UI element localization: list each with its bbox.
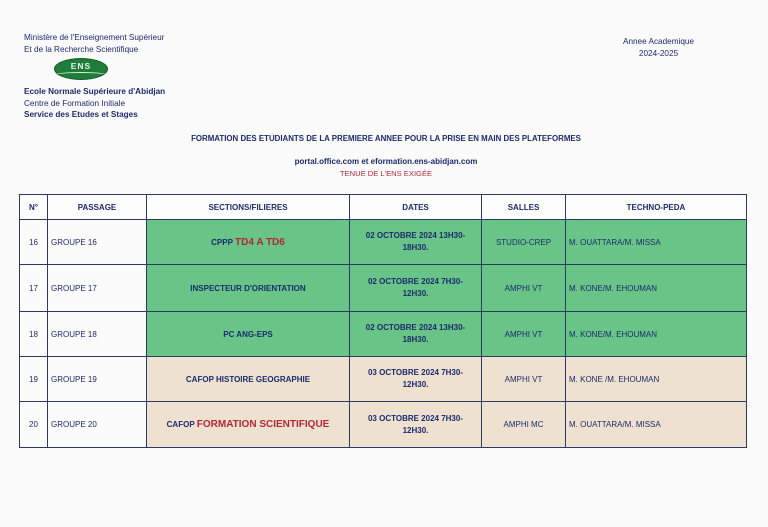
- table-row: [20, 265, 747, 312]
- row-techno: M. KONE /M. EHOUMAN: [566, 357, 747, 402]
- row-passage: GROUPE 20: [48, 402, 147, 448]
- row-num: 16: [20, 220, 48, 265]
- date-line-1: 02 OCTOBRE 2024 13H30-: [365, 323, 466, 332]
- ministry-line-1: Ministère de l'Enseignement Supérieur: [24, 33, 165, 42]
- row-date: [350, 312, 482, 357]
- row-section: [147, 357, 350, 402]
- date-line-1: 03 OCTOBRE 2024 7H30-: [367, 413, 463, 423]
- row-date: [350, 265, 482, 312]
- row-num: 19: [20, 357, 48, 402]
- date-line-2: 18H30.: [402, 243, 429, 252]
- section-main: INSPECTEUR D'ORIENTATION: [190, 283, 306, 293]
- row-techno: M. OUATTARA/M. MISSA: [566, 402, 747, 448]
- date-line-2: 12H30.: [402, 289, 429, 298]
- row-date: [350, 220, 482, 265]
- date-line-2: 18H30.: [402, 335, 429, 344]
- table-row: [20, 312, 747, 357]
- row-num: 17: [20, 265, 48, 312]
- row-techno: M. KONE/M. EHOUMAN: [566, 312, 747, 357]
- row-salle: STUDIO-CREP: [482, 220, 566, 265]
- main-title: FORMATION DES ETUDIANTS DE LA PREMIERE ANNEE POUR LA PRISE EN MAIN DES PLATEFORMES: [191, 134, 581, 143]
- row-num: 18: [20, 312, 48, 357]
- institution-header: [24, 32, 165, 121]
- row-salle: AMPHI VT: [482, 312, 566, 357]
- section-main: FORMATION SCIENTIFIQUE: [196, 419, 330, 430]
- row-date: [350, 402, 482, 448]
- service-name: Service des Etudes et Stages: [24, 110, 138, 119]
- dress-code: TENUE DE L'ENS EXIGÉE: [339, 169, 433, 178]
- platforms-line: portal.office.com et eformation.ens-abidjan.com: [294, 157, 478, 166]
- col-header-salles: SALLES: [482, 195, 566, 220]
- row-salle: AMPHI VT: [482, 265, 566, 312]
- academic-year-label: Annee Academique: [622, 37, 694, 46]
- row-num: 20: [20, 402, 48, 448]
- row-date: [350, 357, 482, 402]
- col-header-num: N°: [20, 195, 48, 220]
- date-line-2: 12H30.: [402, 425, 429, 435]
- row-section: [147, 312, 350, 357]
- table-header-row: [20, 195, 747, 220]
- col-header-techno: TECHNO-PEDA: [566, 195, 747, 220]
- row-section: [147, 220, 350, 265]
- col-header-passage: PASSAGE: [48, 195, 147, 220]
- schedule-table: [19, 194, 747, 448]
- date-line-1: 02 OCTOBRE 2024 13H30-: [365, 231, 466, 240]
- section-prefix: CAFOP: [166, 420, 195, 429]
- col-header-dates: DATES: [350, 195, 482, 220]
- row-salle: AMPHI MC: [482, 402, 566, 448]
- date-line-2: 12H30.: [402, 380, 429, 389]
- logo-swoosh: [56, 72, 106, 77]
- row-salle: AMPHI VT: [482, 357, 566, 402]
- academic-year: [623, 36, 694, 59]
- academic-year-value: 2024-2025: [638, 48, 679, 58]
- row-passage: GROUPE 16: [48, 220, 147, 265]
- row-section: [147, 265, 350, 312]
- ministry-line-2: Et de la Recherche Scientifique: [24, 44, 139, 54]
- row-passage: GROUPE 17: [48, 265, 147, 312]
- row-section: [147, 402, 350, 448]
- school-name: Ecole Normale Supérieure d'Abidjan: [24, 87, 166, 96]
- section-prefix: CPPP: [211, 237, 233, 247]
- date-line-1: 03 OCTOBRE 2024 7H30-: [367, 368, 463, 377]
- ens-logo: [26, 58, 114, 82]
- centre-name: Centre de Formation Initiale: [24, 98, 126, 108]
- table-row: [20, 357, 747, 402]
- date-line-1: 02 OCTOBRE 2024 7H30-: [367, 277, 463, 286]
- row-techno: M. OUATTARA/M. MISSA: [566, 220, 747, 265]
- row-passage: GROUPE 18: [48, 312, 147, 357]
- section-main: CAFOP HISTOIRE GEOGRAPHIE: [185, 374, 311, 384]
- logo-text: ENS: [70, 61, 92, 71]
- table-row: [20, 402, 747, 448]
- row-techno: M. KONE/M. EHOUMAN: [566, 265, 747, 312]
- table-row: [20, 220, 747, 265]
- row-passage: GROUPE 19: [48, 357, 147, 402]
- section-main: TD4 A TD6: [235, 236, 285, 248]
- section-main: PC ANG-EPS: [223, 329, 273, 339]
- col-header-sections: SECTIONS/FILIERES: [147, 195, 350, 220]
